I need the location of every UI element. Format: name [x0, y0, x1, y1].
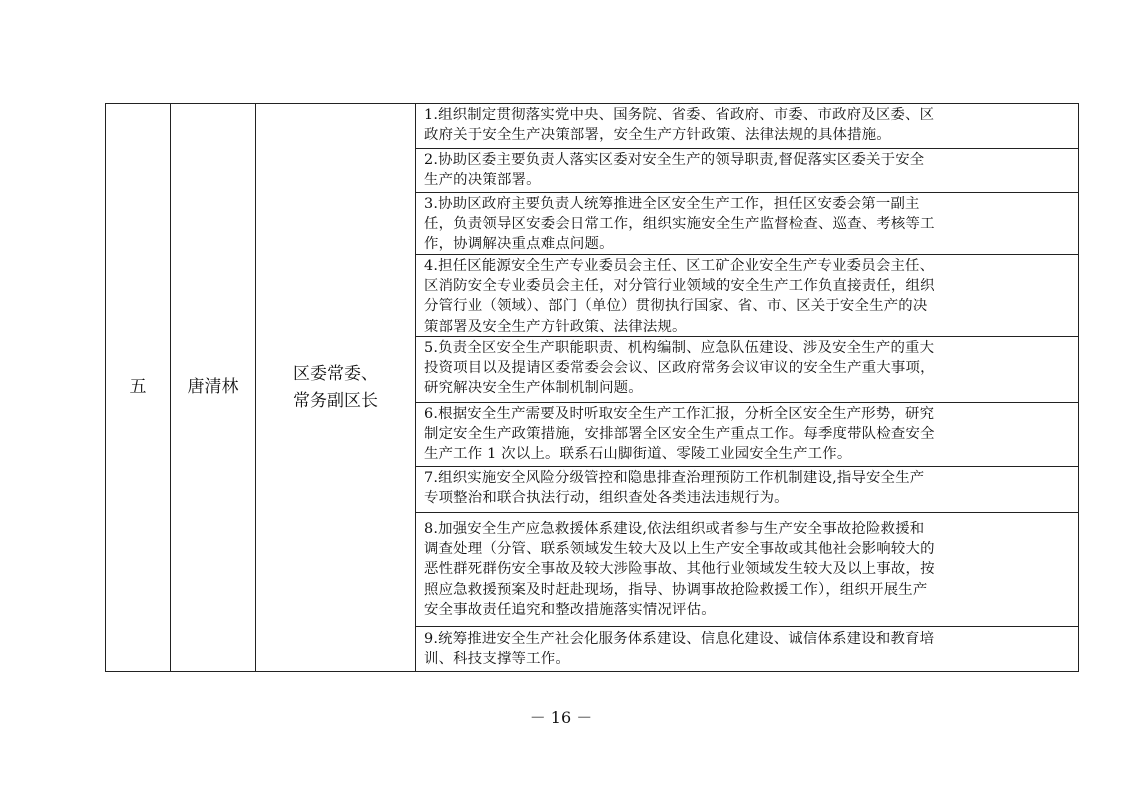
duty-line: 任，负责领导区安委会日常工作，组织实施安全生产监督检查、巡查、考核等工 — [424, 216, 935, 233]
duty-item — [416, 254, 1078, 336]
duties-column — [416, 104, 1078, 671]
position-cell — [256, 104, 416, 671]
page-number: － 16 － — [529, 708, 593, 727]
duty-line: 9.统筹推进安全生产社会化服务体系建设、信息化建设、诚信体系建设和教育培 — [424, 631, 935, 647]
duty-table — [105, 103, 1079, 672]
duty-line: 分管行业（领域）、部门（单位）贯彻执行国家、省、市、区关于安全生产的决 — [424, 298, 928, 315]
serial-number: 五 — [129, 377, 147, 397]
duty-line: 区消防安全专业委员会主任，对分管行业领域的安全生产工作负直接责任，组织 — [424, 278, 935, 295]
duty-line: 作，协调解决重点难点问题。 — [424, 236, 614, 253]
duty-line: 专项整治和联合执法行动，组织查处各类违法违规行为。 — [424, 490, 789, 507]
duty-line: 7.组织实施安全风险分级管控和隐患排查治理预防工作机制建设,指导安全生产 — [424, 470, 925, 486]
duty-line: 调查处理（分管、联系领域发生较大及以上生产安全事故或其他社会影响较大的 — [424, 541, 935, 558]
duty-item — [416, 512, 1078, 626]
duty-line: 6.根据安全生产需要及时听取安全生产工作汇报，分析全区安全生产形势，研究 — [424, 406, 935, 422]
duty-item — [416, 148, 1078, 192]
position-line: 区委常委、 — [293, 363, 378, 384]
duty-line: 制定安全生产政策措施，安排部署全区安全生产重点工作。每季度带队检查安全 — [424, 426, 935, 443]
position-line: 常务副区长 — [293, 390, 378, 411]
duty-line: 恶性群死群伤安全事故及较大涉险事故、其他行业领域发生较大及以上事故，按 — [424, 561, 935, 578]
duty-line: 3.协助区政府主要负责人统筹推进全区安全生产工作，担任区安委会第一副主 — [424, 196, 920, 212]
duty-line: 8.加强安全生产应急救援体系建设,依法组织或者参与生产安全事故抢险救援和 — [424, 521, 925, 537]
duty-item — [416, 192, 1078, 254]
serial-number-cell — [106, 104, 171, 671]
duty-line: 政府关于安全生产决策部署，安全生产方针政策、法律法规的具体措施。 — [424, 127, 891, 144]
duty-item — [416, 466, 1078, 512]
duty-item — [416, 104, 1078, 148]
duty-item — [416, 626, 1078, 671]
duty-line: 研究解决安全生产体制机制问题。 — [424, 380, 643, 397]
duty-item — [416, 402, 1078, 466]
duty-line: 1.组织制定贯彻落实党中央、国务院、省委、省政府、市委、市政府及区委、区 — [424, 107, 935, 123]
duty-line: 策部署及安全生产方针政策、法律法规。 — [424, 318, 687, 335]
person-name: 唐清林 — [187, 377, 239, 397]
duty-line: 生产工作 1 次以上。联系石山脚街道、零陵工业园安全生产工作。 — [424, 446, 852, 463]
duty-line: 生产的决策部署。 — [424, 172, 541, 189]
duty-line: 投资项目以及提请区委常委会会议、区政府常务会议审议的安全生产重大事项， — [424, 360, 935, 377]
duty-line: 安全事故责任追究和整改措施落实情况评估。 — [424, 601, 716, 618]
duty-line: 5.负责全区安全生产职能职责、机构编制、应急队伍建设、涉及安全生产的重大 — [424, 340, 935, 356]
duty-line: 照应急救援预案及时赶赴现场，指导、协调事故抢险救援工作），组织开展生产 — [424, 581, 928, 598]
duty-line: 2.协助区委主要负责人落实区委对安全生产的领导职责,督促落实区委关于安全 — [424, 152, 925, 168]
duty-item — [416, 336, 1078, 402]
duty-line: 4.担任区能源安全生产专业委员会主任、区工矿企业安全生产专业委员会主任、 — [424, 258, 935, 274]
person-name-cell — [171, 104, 256, 671]
duty-line: 训、科技支撑等工作。 — [424, 651, 570, 668]
